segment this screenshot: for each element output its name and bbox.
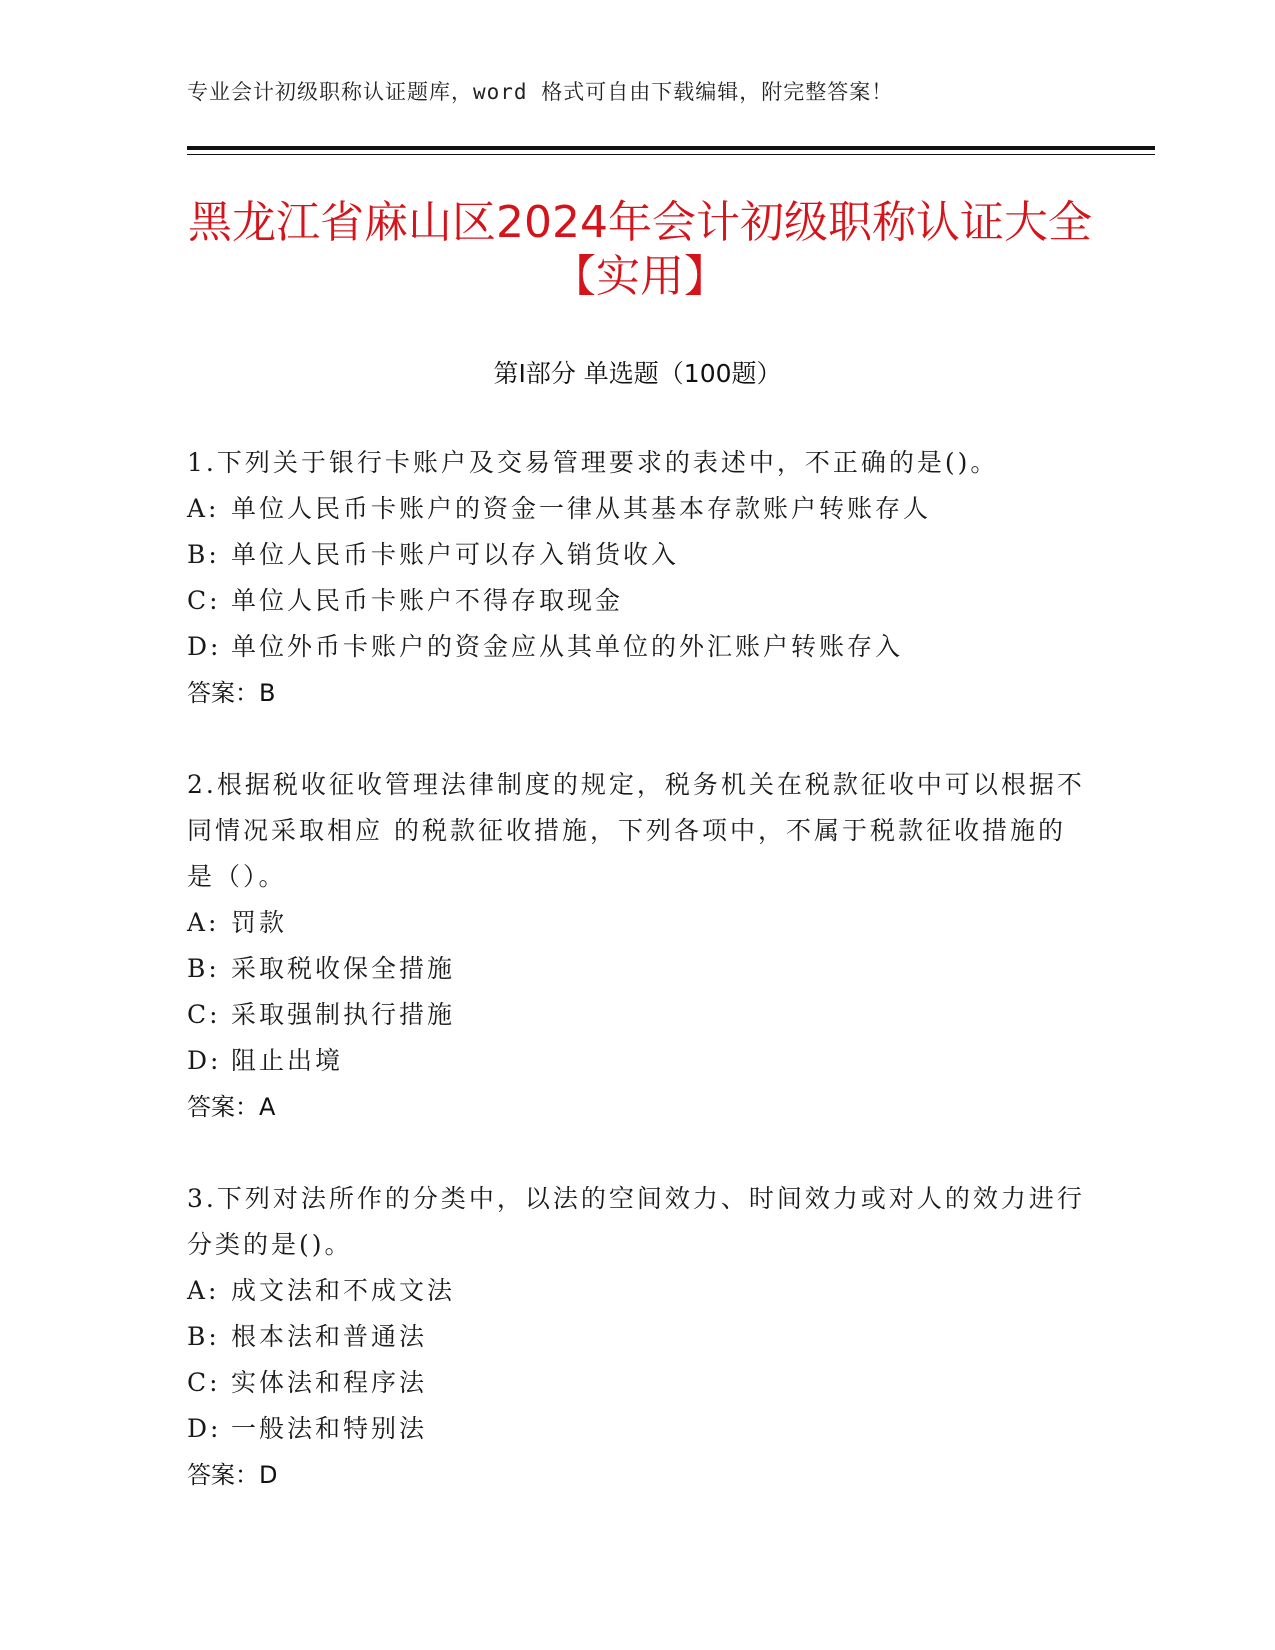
question-3 <box>187 1176 1087 1498</box>
option-a <box>187 486 1087 532</box>
header-rule-thick <box>187 146 1155 150</box>
option-text: 采取强制执行措施 <box>231 1000 456 1029</box>
question-stem: 3.下列对法所作的分类中，以法的空间效力、时间效力或对人的效力进行分类的是()。 <box>187 1184 1085 1259</box>
option-text: 成文法和不成文法 <box>231 1276 456 1305</box>
option-text: 根本法和普通法 <box>231 1322 428 1351</box>
answer-line: 答案：B <box>187 679 276 707</box>
option-text: 单位人民币卡账户不得存取现金 <box>231 586 624 615</box>
answer-line: 答案：D <box>187 1461 278 1489</box>
option-text: 实体法和程序法 <box>231 1368 428 1397</box>
option-letter: D: <box>187 1414 222 1443</box>
option-letter: B: <box>187 1322 220 1351</box>
option-b <box>187 532 1087 578</box>
question-list <box>187 440 1087 1544</box>
option-letter: A: <box>187 1276 220 1305</box>
option-a <box>187 900 1087 946</box>
option-letter: C: <box>187 586 221 615</box>
question-2 <box>187 762 1087 1130</box>
question-stem: 2.根据税收征收管理法律制度的规定，税务机关在税款征收中可以根据不同情况采取相应 的税款征收措施，下列各项中，不属于税款征收措施的是（）。 <box>187 770 1085 891</box>
option-text: 单位人民币卡账户的资金一律从其基本存款账户转账存人 <box>231 494 932 523</box>
option-a <box>187 1268 1087 1314</box>
option-letter: C: <box>187 1368 221 1397</box>
option-letter: D: <box>187 632 222 661</box>
option-text: 罚款 <box>231 908 288 937</box>
option-c <box>187 578 1087 624</box>
option-text: 单位外币卡账户的资金应从其单位的外汇账户转账存入 <box>231 632 904 661</box>
option-letter: A: <box>187 908 220 937</box>
question-stem: 1.下列关于银行卡账户及交易管理要求的表述中，不正确的是()。 <box>187 448 999 477</box>
question-1 <box>187 440 1087 716</box>
option-d <box>187 1038 1087 1084</box>
option-letter: A: <box>187 494 220 523</box>
document-title: 黑龙江省麻山区2024年会计初级职称认证大全【实用】 <box>188 197 1092 302</box>
section-heading: 第Ⅰ部分 单选题（100题） <box>493 359 782 388</box>
option-c <box>187 1360 1087 1406</box>
option-b <box>187 1314 1087 1360</box>
option-letter: D: <box>187 1046 222 1075</box>
option-text: 一般法和特别法 <box>231 1414 428 1443</box>
header-note: 专业会计初级职称认证题库，word 格式可自由下载编辑，附完整答案！ <box>187 80 894 104</box>
option-text: 阻止出境 <box>231 1046 344 1075</box>
option-text: 单位人民币卡账户可以存入销货收入 <box>231 540 680 569</box>
option-letter: B: <box>187 540 220 569</box>
option-letter: B: <box>187 954 220 983</box>
answer-line: 答案：A <box>187 1093 276 1121</box>
option-d <box>187 624 1087 670</box>
option-b <box>187 946 1087 992</box>
option-letter: C: <box>187 1000 221 1029</box>
header-rule-thin <box>187 154 1155 155</box>
option-c <box>187 992 1087 1038</box>
option-text: 采取税收保全措施 <box>231 954 456 983</box>
option-d <box>187 1406 1087 1452</box>
